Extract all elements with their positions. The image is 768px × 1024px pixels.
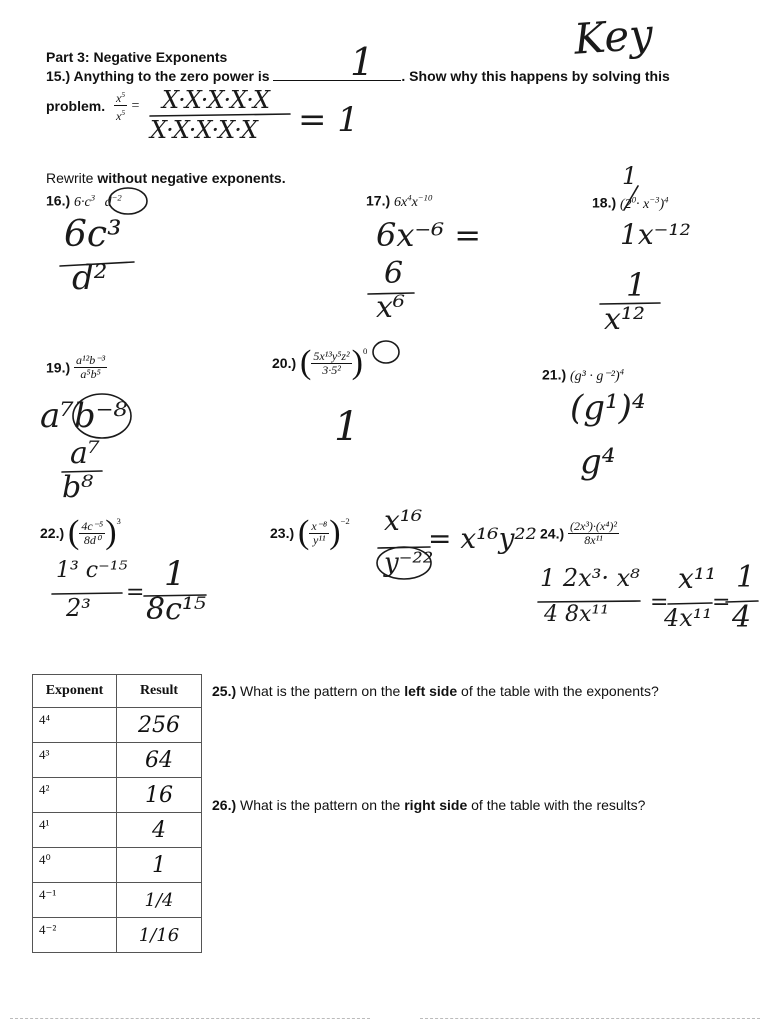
p24-mid-numerator: x¹¹ <box>678 562 717 595</box>
problem-number: 24.) <box>540 525 565 542</box>
exponent-cell: 4⁻¹ <box>33 883 117 918</box>
result-cell: 4 <box>117 813 202 848</box>
table-row <box>33 848 202 883</box>
q15-work-numerator: X·X·X·X·X <box>162 86 269 114</box>
exponent: 3 <box>90 192 96 202</box>
p18-work-mark: 1 <box>622 162 638 190</box>
p23-work-numerator: x¹⁶ <box>384 504 423 537</box>
p24-work-numerator: 1 2x³· x⁸ <box>540 564 640 592</box>
table-row <box>33 883 202 918</box>
p22-answer-denominator: 8c¹⁵ <box>146 592 206 627</box>
p24-equals-2: = <box>712 590 731 615</box>
p16-answer-denominator: d² <box>72 258 108 298</box>
circle-mark <box>372 340 402 366</box>
p17-answer-denominator: x⁶ <box>376 290 405 325</box>
p22-work-denominator: 2³ <box>66 594 91 622</box>
fraction-denominator: 3·5² <box>322 362 341 377</box>
fraction-numerator: (2x³)·(x⁴)² <box>570 519 618 533</box>
p24-answer-denominator: 4 <box>732 600 752 635</box>
p21-work: (g¹)⁴ <box>570 388 646 428</box>
p21-answer: g⁴ <box>580 442 616 482</box>
fraction-bar <box>52 592 132 596</box>
problem-17 <box>366 192 432 211</box>
question-bold: left side <box>404 683 458 699</box>
numerator-base: x <box>116 91 122 105</box>
fraction-numerator: x⁻⁸ <box>311 518 328 533</box>
exponent-cell: 4⁴ <box>33 708 117 743</box>
p24-work-denominator: 4 8x¹¹ <box>544 602 610 627</box>
question-26 <box>212 796 752 814</box>
p16-answer-numerator: 6c³ <box>64 214 122 255</box>
problem-expression: · x <box>636 196 650 212</box>
problem-19 <box>46 354 107 381</box>
problem-18: 18.) $(2^0\cdot x^{-3})^4$ <box>592 194 669 212</box>
problem-number: 20.) <box>272 355 297 371</box>
exponent-cell: 4¹ <box>33 813 117 848</box>
result-cell: 64 <box>117 743 202 778</box>
table-row <box>33 743 202 778</box>
q15-fraction: $\frac{x^5}{x^5}$ = <box>116 90 140 123</box>
q15-blank-answer: 1 <box>350 40 375 84</box>
question-text: of the table with the exponents? <box>457 683 659 699</box>
p22-work-numerator: 1³ c⁻¹⁵ <box>56 558 128 583</box>
problem-number: 18.) <box>592 194 617 211</box>
outer-exponent: 0 <box>362 346 368 356</box>
scan-edge-line <box>10 1018 370 1019</box>
p19-answer-denominator: b⁸ <box>62 470 94 505</box>
fraction-denominator: 8x¹¹ <box>584 533 603 547</box>
question-number: 26.) <box>212 797 237 813</box>
result-cell: 16 <box>117 778 202 813</box>
p24-mid-denominator: 4x¹¹ <box>664 604 713 632</box>
p20-answer: 1 <box>334 404 360 450</box>
circle-mark <box>376 546 436 582</box>
p23-work-denominator: y⁻²² <box>384 548 434 578</box>
exponent-cell: 4³ <box>33 743 117 778</box>
problem-number: 22.) <box>40 525 65 541</box>
question-text: What is the pattern on the <box>236 683 405 699</box>
problem-expression: (g³ · g⁻²) <box>570 368 620 384</box>
table-row <box>33 708 202 743</box>
answer-blank <box>273 68 401 81</box>
table-row <box>33 778 202 813</box>
circle-mark <box>108 186 150 216</box>
q15-result: = 1 <box>298 100 359 140</box>
part-title: Part 3: Negative Exponents <box>46 49 228 65</box>
result-cell: 1/16 <box>117 918 202 953</box>
problem-expression: (2 <box>620 196 632 212</box>
problem-21 <box>542 366 624 385</box>
rewrite-instruction <box>46 170 286 186</box>
p17-work: 6x⁻⁶ = <box>376 216 482 254</box>
problem-number: 16.) <box>46 192 71 209</box>
fraction-denominator: y¹¹ <box>313 532 326 547</box>
result-cell: 1 <box>117 848 202 883</box>
p24-answer-numerator: 1 <box>736 560 756 595</box>
p17-answer-numerator: 6 <box>384 256 404 291</box>
p23-answer: = x¹⁶y²² <box>428 522 537 555</box>
exponent: 4 <box>407 192 412 202</box>
problem-20: 20.) ( $\frac{\text{5x¹³y⁵z²}}{\text{3·5²}}$ )$^0$ <box>272 344 368 381</box>
exponent: −10 <box>417 192 433 202</box>
question-text: of the table with the results? <box>467 797 646 813</box>
exponent-cell: 4² <box>33 778 117 813</box>
problem-number: 21.) <box>542 366 567 383</box>
question-number: 25.) <box>212 683 237 699</box>
circle-mark <box>72 392 136 442</box>
question-bold: right side <box>404 797 468 813</box>
result-cell: 1/4 <box>117 883 202 918</box>
exponent-cell: 4⁻² <box>33 918 117 953</box>
problem-expression: 6·c <box>74 194 91 210</box>
instruction-text: Rewrite <box>46 170 98 186</box>
exponent-table <box>32 674 202 953</box>
q15-problem-label: problem. <box>46 98 106 114</box>
outer-exponent: 4 <box>664 194 669 204</box>
p22-answer-numerator: 1 <box>164 554 186 594</box>
fraction-denominator: 8d⁰ <box>83 532 101 547</box>
p18-answer-numerator: 1 <box>626 266 647 304</box>
fraction-numerator: a¹²b⁻³ <box>76 353 106 367</box>
problem-24 <box>540 520 619 547</box>
problem-number: 17.) <box>366 192 391 209</box>
p24-equals: = <box>650 590 669 615</box>
denominator-base: x <box>116 109 122 123</box>
problem-number: 19.) <box>46 359 71 376</box>
scan-edge-line <box>420 1018 760 1019</box>
problem-expression: x <box>411 194 418 210</box>
question-number: 15.) <box>46 68 71 84</box>
question-25 <box>212 682 682 700</box>
outer-exponent: −2 <box>340 516 350 526</box>
q15-work-denominator: X·X·X·X·X <box>150 116 257 144</box>
problem-22: 22.) ( $\frac{\text{4c⁻⁵}}{\text{8d⁰}}$ )$^3$ <box>40 514 121 551</box>
p18-work: 1x⁻¹² <box>620 218 691 251</box>
column-header-result: Result <box>117 675 202 708</box>
answer-key-label: Key <box>572 9 655 64</box>
problem-number: 23.) <box>270 525 295 541</box>
column-header-exponent: Exponent <box>33 675 117 708</box>
fraction-numerator: 4c⁻⁵ <box>81 518 104 533</box>
strike-mark <box>622 186 642 212</box>
circled-term: d <box>104 194 112 210</box>
p22-equals: = <box>126 580 145 605</box>
fraction-denominator: a⁵b⁵ <box>80 367 101 381</box>
question-text: What is the pattern on the <box>236 797 405 813</box>
table-row <box>33 918 202 953</box>
problem-expression: 6x <box>394 194 408 210</box>
exponent: −2 <box>111 192 122 202</box>
p18-answer-denominator: x¹² <box>604 302 645 337</box>
p19-work: a⁷b⁻⁸ <box>40 396 128 436</box>
p19-answer-numerator: a⁷ <box>70 436 100 471</box>
outer-exponent: 4 <box>619 366 624 376</box>
fraction-numerator: 5x¹³y⁵z² <box>313 348 350 363</box>
table-row <box>33 813 202 848</box>
table-header-row <box>33 675 202 708</box>
result-cell: 256 <box>117 708 202 743</box>
exponent: −3 <box>649 194 660 204</box>
instruction-bold: without negative exponents. <box>97 170 286 186</box>
question-text: Anything to the zero power is <box>73 68 270 84</box>
outer-exponent: 3 <box>116 516 121 526</box>
numerator-exponent: 5 <box>121 90 126 99</box>
exponent: 0 <box>631 194 637 204</box>
question-text-tail: . Show why this happens by solving this <box>401 68 670 84</box>
problem-23: 23.) ( $\frac{\text{x⁻⁸}}{\text{y¹¹}}$ )$^{-2}$ <box>270 514 350 551</box>
exponent-cell: 4⁰ <box>33 848 117 883</box>
denominator-exponent: 5 <box>121 108 126 117</box>
